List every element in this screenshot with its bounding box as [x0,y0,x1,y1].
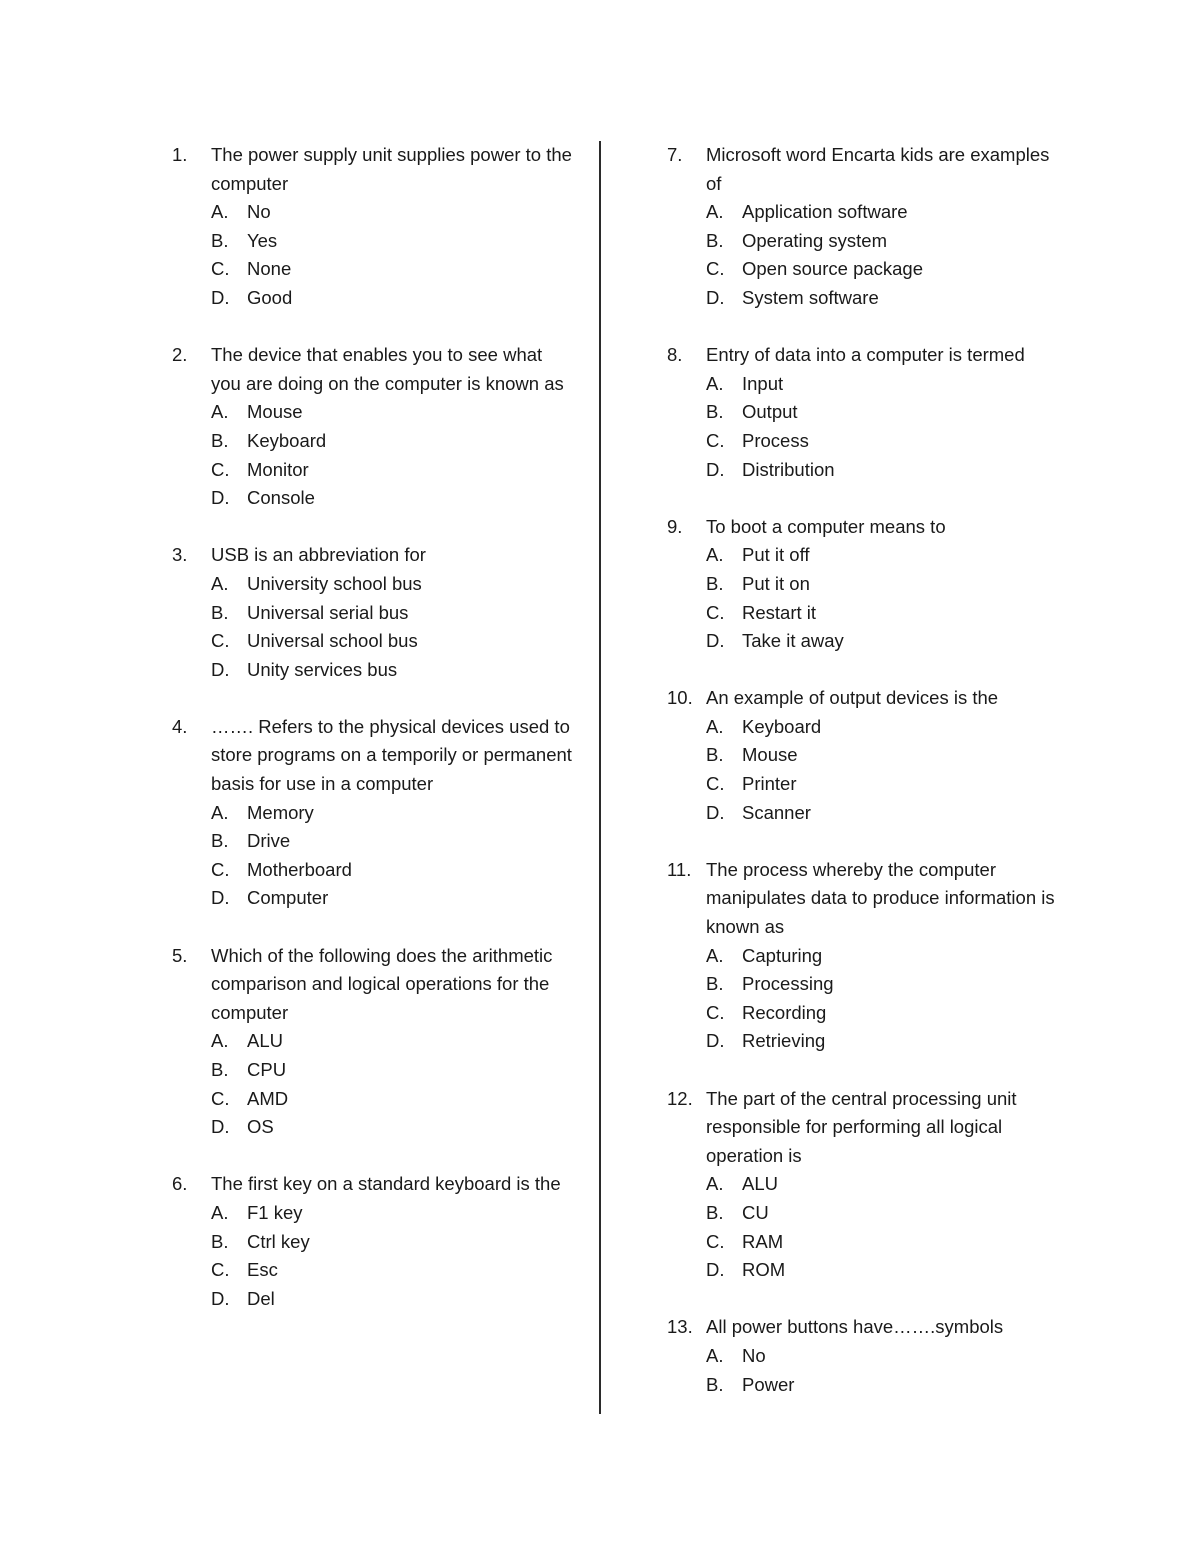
option-letter: D. [211,286,230,308]
option-text: Memory [247,801,314,823]
option-text: Operating system [742,229,887,251]
option-letter: D. [706,801,725,823]
option-text: Restart it [742,601,817,623]
question-text: Microsoft word Encarta kids are examples of [706,144,1050,194]
answer-option [211,398,572,427]
option-text: Processing [742,973,834,995]
option-text: Console [247,487,315,509]
option-text: Monitor [247,458,309,480]
answer-option [706,1256,1067,1285]
option-text: Drive [247,830,291,852]
option-letter: D. [211,1116,230,1138]
option-letter: B. [211,229,229,251]
question-stem [667,856,1067,942]
option-letter: D. [706,1259,725,1281]
question-number: 7. [667,144,683,165]
question-stem [172,541,572,570]
question-number: 6. [172,1173,188,1195]
answer-option [706,599,1067,628]
option-letter: B. [211,1059,229,1080]
question-5 [172,942,572,1142]
option-text: Ctrl key [247,1230,310,1252]
option-letter: C. [211,858,230,880]
option-letter: D. [211,1287,230,1309]
answer-option [706,570,1067,599]
answer-option [706,370,1067,399]
question-stem [667,141,1067,198]
answer-option [211,856,572,885]
option-text: Unity services bus [247,658,398,680]
option-letter: C. [706,601,725,623]
answer-option [706,541,1067,570]
option-text: Output [742,401,798,423]
option-letter: D. [211,887,230,909]
answer-option [706,227,1067,256]
answer-option [211,484,572,513]
question-number: 9. [667,515,683,537]
option-letter: A. [211,1201,229,1223]
option-text: Good [247,286,293,308]
option-letter: C. [211,458,230,480]
option-letter: D. [211,487,230,509]
question-text: All power buttons have…….symbols [706,1316,1004,1338]
answer-option [211,1027,572,1056]
option-text: Input [742,372,784,394]
question-13 [667,1313,1067,1399]
question-8 [667,341,1067,484]
option-letter: B. [706,401,724,423]
question-stem [667,684,1067,713]
option-text: Del [247,1287,275,1309]
option-list [172,1199,572,1313]
option-text: Mouse [247,401,303,423]
option-letter: A. [211,1030,229,1052]
answer-option [211,799,572,828]
question-text: Entry of data into a computer is termed [706,344,1025,366]
answer-option [211,1056,572,1085]
answer-option [706,627,1067,656]
question-stem [667,1085,1067,1171]
option-letter: A. [706,201,724,223]
question-number: 13. [667,1316,693,1338]
option-text: Motherboard [247,858,352,880]
question-7 [667,141,1067,313]
option-list [172,570,572,684]
question-stem [667,341,1067,370]
option-letter: B. [706,1373,724,1395]
answer-option [706,1199,1067,1228]
question-text: ……. Refers to the physical devices used to store programs on a temporily or permanent basis for use in a computer [211,715,572,795]
option-letter: B. [706,1201,724,1223]
option-text: No [247,201,271,223]
answer-option [706,1342,1067,1371]
option-list [172,398,572,512]
question-number: 3. [172,544,188,566]
option-letter: B. [706,973,724,995]
answer-option [706,999,1067,1028]
answer-option [211,570,572,599]
question-text: An example of output devices is the [706,687,999,709]
option-letter: B. [706,744,724,766]
option-letter: B. [211,601,229,623]
question-text: The power supply unit supplies power to the computer [211,144,572,194]
answer-option [211,1228,572,1257]
question-stem [172,141,572,198]
option-letter: C. [211,1259,230,1281]
option-text: Mouse [742,744,798,766]
answer-option [211,1256,572,1285]
answer-option [706,456,1067,485]
answer-option [706,1170,1067,1199]
answer-option [211,227,572,256]
option-letter: D. [211,658,230,680]
answer-option [706,1228,1067,1257]
question-number: 8. [667,344,683,366]
answer-option [211,827,572,856]
option-text: Yes [247,229,278,251]
option-letter: D. [706,1030,725,1052]
question-9 [667,513,1067,656]
option-letter: B. [706,572,724,594]
option-text: Distribution [742,458,835,480]
question-11 [667,856,1067,1056]
option-text: Open source package [742,258,924,280]
answer-option [211,1113,572,1142]
answer-option [706,713,1067,742]
question-12 [667,1085,1067,1285]
option-text: Put it off [742,544,810,566]
option-list [667,541,1067,655]
option-letter: C. [211,1087,230,1109]
option-letter: A. [211,401,229,423]
option-text: ALU [247,1030,283,1052]
option-list [667,942,1067,1056]
answer-option [211,1199,572,1228]
option-text: None [247,258,292,280]
answer-option [706,284,1067,313]
option-letter: B. [211,1230,229,1252]
option-text: Put it on [742,572,810,594]
answer-option [706,198,1067,227]
option-letter: D. [706,458,725,480]
option-text: ALU [742,1173,778,1195]
answer-option [706,1371,1067,1400]
option-text: F1 key [247,1201,303,1223]
answer-option [706,942,1067,971]
option-letter: C. [706,429,725,451]
answer-option [706,799,1067,828]
question-stem [172,1170,572,1199]
option-list [667,713,1067,827]
question-3 [172,541,572,684]
option-text: Retrieving [742,1030,826,1052]
question-text: The device that enables you to see what you are doing on the computer is known as [211,344,564,394]
option-letter: A. [211,201,229,223]
option-list [172,1027,572,1141]
option-text: No [742,1344,766,1366]
answer-option [706,1027,1067,1056]
option-letter: A. [706,715,724,737]
answer-option [706,398,1067,427]
option-letter: A. [706,1173,724,1195]
question-number: 5. [172,944,188,966]
question-stem [667,1313,1067,1342]
question-number: 11. [667,858,692,880]
column-divider [599,141,601,1414]
question-text: The first key on a standard keyboard is the [211,1173,561,1195]
option-text: Power [742,1373,795,1395]
option-text: Computer [247,887,329,909]
option-text: Process [742,429,809,451]
option-text: AMD [247,1087,289,1109]
option-list [667,1342,1067,1399]
answer-option [706,427,1067,456]
option-letter: A. [211,801,229,823]
question-2 [172,341,572,513]
option-letter: C. [706,1001,725,1023]
answer-option [706,970,1067,999]
question-text: To boot a computer means to [706,515,946,537]
option-text: CPU [247,1059,287,1080]
option-letter: A. [706,544,724,566]
option-text: University school bus [247,572,422,594]
option-text: ROM [742,1259,786,1281]
question-4 [172,713,572,913]
option-list [667,370,1067,484]
question-text: The process whereby the computer manipulates data to produce information is known as [706,858,1055,938]
answer-option [211,656,572,685]
question-number: 2. [172,344,188,366]
option-text: Keyboard [742,715,822,737]
option-text: Application software [742,201,908,223]
option-text: Universal serial bus [247,601,409,623]
question-number: 1. [172,144,188,165]
option-letter: C. [706,1230,725,1252]
question-6 [172,1170,572,1313]
answer-option [211,1285,572,1314]
option-text: Scanner [742,801,811,823]
option-letter: C. [706,258,725,280]
answer-option [706,770,1067,799]
question-stem [172,942,572,1028]
option-letter: A. [706,1344,724,1366]
question-number: 4. [172,715,188,737]
option-text: Esc [247,1259,278,1281]
option-letter: B. [211,429,229,451]
option-letter: A. [211,572,229,594]
option-letter: D. [706,286,725,308]
option-text: System software [742,286,879,308]
question-stem [667,513,1067,542]
answer-option [211,599,572,628]
answer-option [211,284,572,313]
option-text: CU [742,1201,769,1223]
option-letter: C. [706,773,725,795]
question-1 [172,141,572,313]
question-text: Which of the following does the arithmetic comparison and logical operations for the computer [211,944,553,1023]
option-letter: D. [706,630,725,652]
answer-option [211,198,572,227]
option-list [172,198,572,312]
right-column [667,141,1067,1428]
question-number: 10. [667,687,693,709]
question-stem [172,713,572,799]
option-text: RAM [742,1230,784,1252]
answer-option [706,255,1067,284]
option-text: Printer [742,773,797,795]
question-number: 12. [667,1087,693,1109]
answer-option [211,255,572,284]
question-text: USB is an abbreviation for [211,544,426,566]
option-letter: C. [211,258,230,280]
option-text: OS [247,1116,274,1138]
answer-option [211,627,572,656]
option-letter: B. [706,229,724,251]
question-text: The part of the central processing unit responsible for performing all logical operation is [706,1087,1017,1166]
option-list [667,198,1067,312]
option-text: Recording [742,1001,827,1023]
option-text: Keyboard [247,429,327,451]
option-list [172,799,572,913]
option-text: Take it away [742,630,844,652]
option-text: Capturing [742,944,823,966]
option-letter: A. [706,944,724,966]
left-column [172,141,572,1342]
question-10 [667,684,1067,827]
option-letter: A. [706,372,724,394]
question-stem [172,341,572,398]
answer-option [211,456,572,485]
option-letter: C. [211,630,230,652]
option-text: Universal school bus [247,630,418,652]
answer-option [706,741,1067,770]
answer-option [211,427,572,456]
answer-option [211,884,572,913]
option-letter: B. [211,830,229,852]
answer-option [211,1085,572,1114]
option-list [667,1170,1067,1284]
